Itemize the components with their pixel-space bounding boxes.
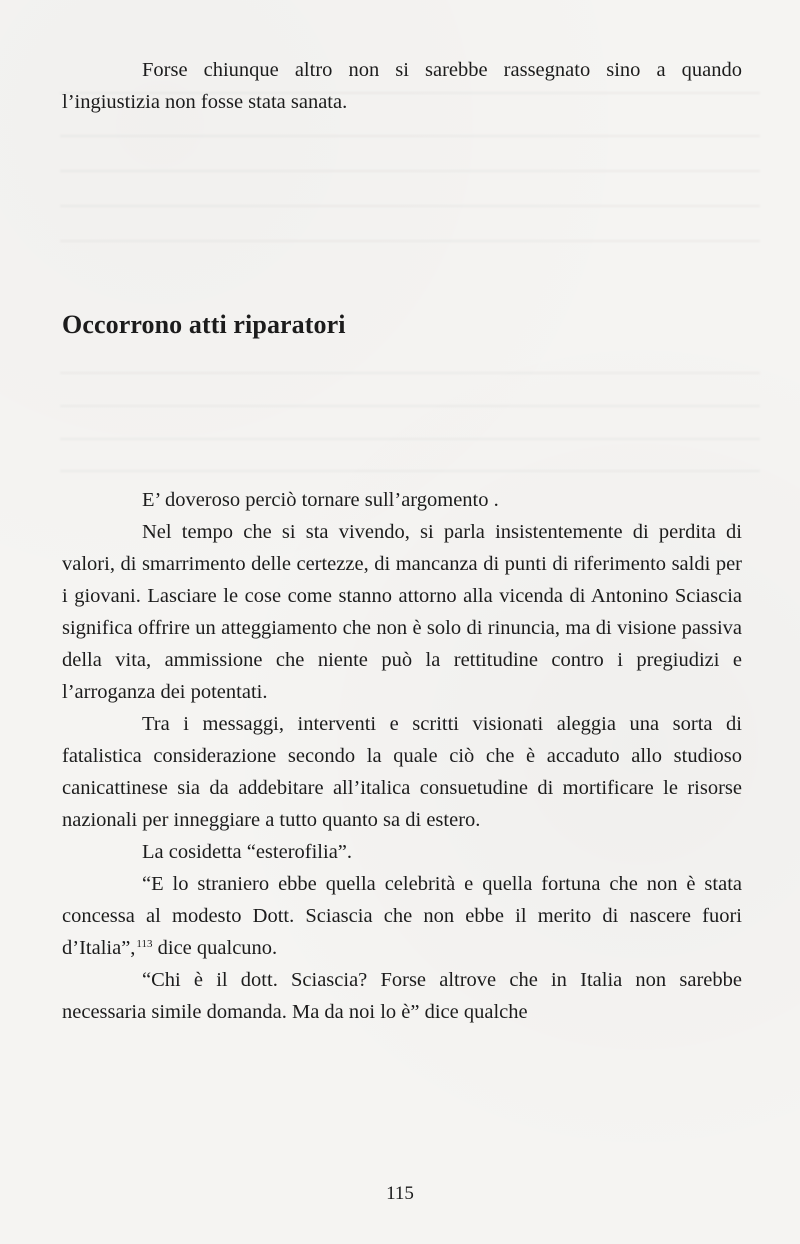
bleed-through-line xyxy=(60,135,760,137)
paragraph: La cosidetta “esterofilia”. xyxy=(142,841,353,863)
paragraph: Nel tempo che si sta vivendo, si parla insistentemente di perdita di valori, di smarrimento delle certezze, di mancanza di punti di riferimento saldi per i giovani. Lasciare le cose come stanno attorno alla vicenda di Antonino Sciascia significa offrire un atteggiamento che non è solo di rinuncia, ma di visione passiva della vita, ammissione che niente può la rettitudine contro i pregiudizi e l’arroganza dei potentati. xyxy=(62,521,742,703)
bleed-through-line xyxy=(60,438,760,440)
bleed-through-line xyxy=(60,240,760,242)
top-paragraph-block xyxy=(62,54,742,118)
bleed-through-line xyxy=(60,405,760,407)
bleed-through-line xyxy=(60,372,760,374)
quote-text: “E lo straniero ebbe quella celebrità e quella fortuna che non è stata concessa al modesto Dott. Sciascia che non ebbe il merito di nascere fuori d’Italia”, xyxy=(62,873,742,959)
footnote-marker: 113 xyxy=(136,938,153,950)
paragraph: E’ doveroso perciò tornare sull’argomento . xyxy=(142,489,499,511)
body-text-block xyxy=(62,484,742,1028)
section-heading: Occorrono atti riparatori xyxy=(62,310,346,339)
bleed-through-line xyxy=(60,470,760,472)
quote-attribution: dice qualcuno. xyxy=(152,937,278,959)
paragraph: Tra i messaggi, interventi e scritti visionati aleggia una sorta di fatalistica considerazione secondo la quale ciò che è accaduto allo studioso canicattinese sia da addebitare all’italica consuetudine di mortificare le risorse nazionali per inneggiare a tutto quanto sa di estero. xyxy=(62,713,742,831)
paragraph: “Chi è il dott. Sciascia? Forse altrove che in Italia non sarebbe necessaria simile domanda. Ma da noi lo è” dice qualche xyxy=(62,969,742,1023)
bleed-through-line xyxy=(60,205,760,207)
page-number: 115 xyxy=(386,1183,414,1204)
paragraph-with-footnote xyxy=(62,868,742,964)
bleed-through-line xyxy=(60,170,760,172)
paragraph-continuation: Forse chiunque altro non si sarebbe rassegnato sino a quando l’ingiustizia non fosse stata sanata. xyxy=(62,59,742,113)
